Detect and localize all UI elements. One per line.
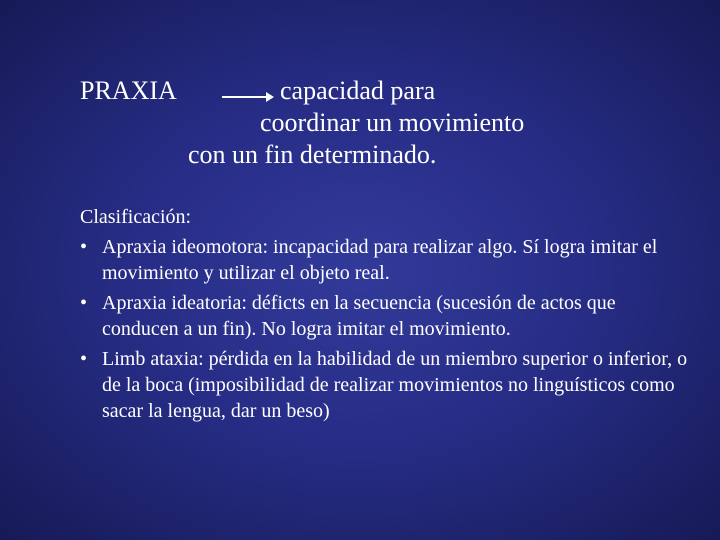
list-item <box>80 290 690 342</box>
definition-line-2: coordinar un movimiento <box>260 108 525 137</box>
list-item-text: Apraxia ideomotora: incapacidad para realizar algo. Sí logra imitar el movimiento y utilizar el objeto real. <box>102 236 658 284</box>
title-term: PRAXIA <box>80 76 177 105</box>
classification-heading: Clasificación: <box>80 206 192 228</box>
definition-line-3: con un fin determinado. <box>188 140 437 169</box>
list-item-text: Apraxia ideatoria: déficts en la secuencia (sucesión de actos que conducen a un fin). No logra imitar el movimiento. <box>102 292 616 340</box>
bullet-icon: • <box>80 236 88 258</box>
right-arrow-icon <box>222 90 274 104</box>
list-item <box>80 234 690 286</box>
title-block <box>0 0 720 180</box>
list-item-text: Limb ataxia: pérdida en la habilidad de un miembro superior o inferior, o de la boca (imposibilidad de realizar movimientos no linguísticos como sacar la lengua, dar un beso) <box>102 348 688 422</box>
bullet-icon: • <box>80 348 88 370</box>
bullet-icon: • <box>80 292 88 314</box>
classification-list <box>80 234 690 424</box>
list-item <box>80 346 690 424</box>
definition-line-1: capacidad para <box>280 76 436 105</box>
classification-block <box>80 204 690 428</box>
